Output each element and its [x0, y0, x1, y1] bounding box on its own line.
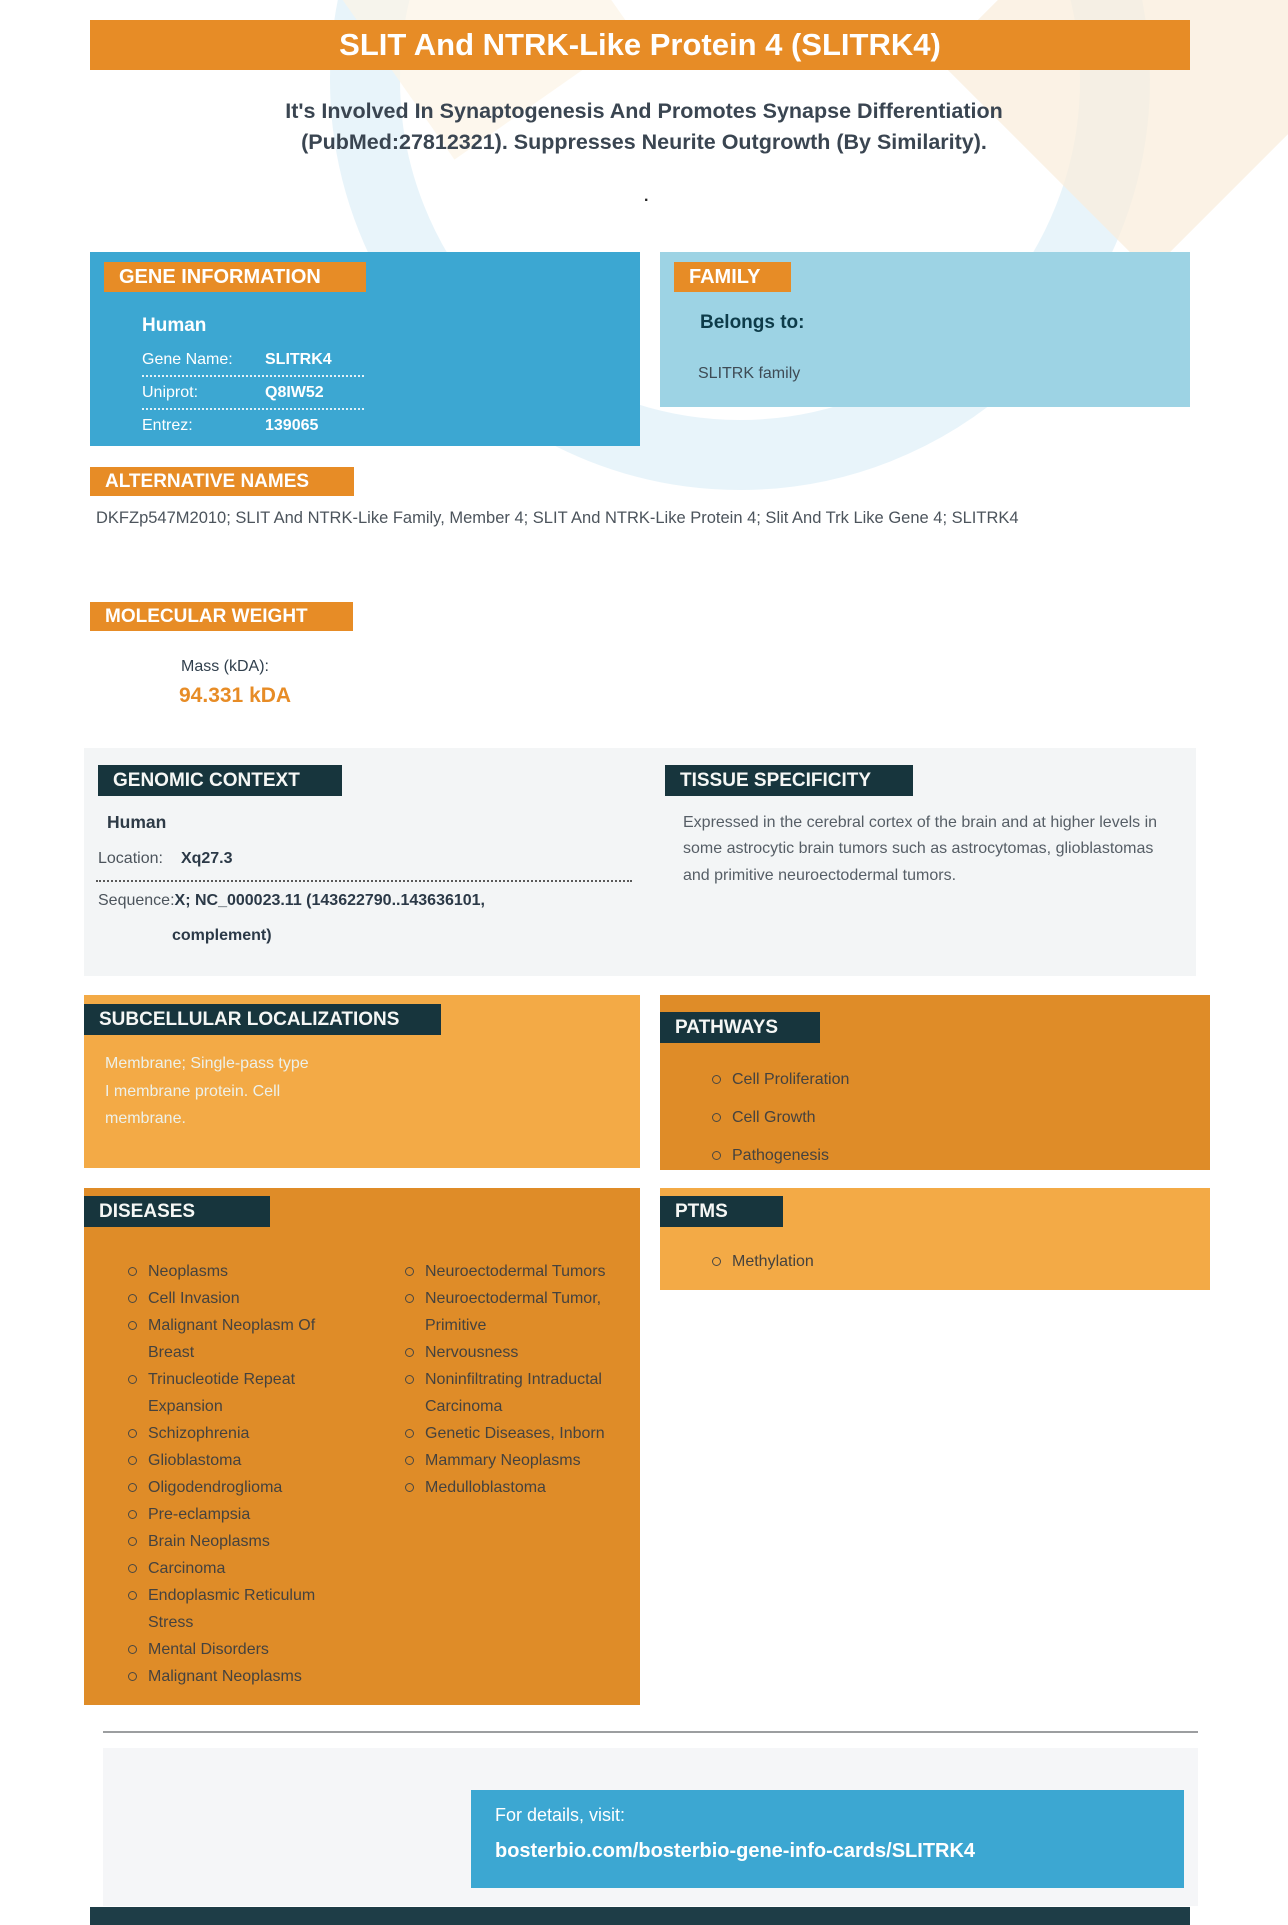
bullet-icon: [405, 1348, 414, 1357]
list-item: Endoplasmic Reticulum Stress: [128, 1582, 350, 1636]
list-item: Malignant Neoplasms: [128, 1663, 350, 1690]
footer-link-box: [471, 1790, 1184, 1888]
molecular-weight-heading: MOLECULAR WEIGHT: [90, 602, 353, 631]
location-label: Location:: [98, 850, 163, 867]
footer-url-link[interactable]: bosterbio.com/bosterbio-gene-info-cards/SLITRK4: [495, 1840, 976, 1862]
list-item: Genetic Diseases, Inborn: [405, 1420, 617, 1447]
page-title: SLIT And NTRK-Like Protein 4 (SLITRK4): [90, 20, 1190, 70]
footer-divider: [103, 1731, 1198, 1733]
list-item: Neuroectodermal Tumor, Primitive: [405, 1285, 617, 1339]
bullet-icon: [128, 1591, 137, 1600]
bullet-icon: [405, 1456, 414, 1465]
list-item: Noninfiltrating Intraductal Carcinoma: [405, 1366, 617, 1420]
entrez-value: 139065: [265, 417, 319, 434]
stray-dot: .: [644, 188, 649, 205]
alternative-names-text: DKFZp547M2010; SLIT And NTRK-Like Family, Member 4; SLIT And NTRK-Like Protein 4; Slit And Trk Like Gene 4; SLITRK4: [96, 509, 1019, 527]
table-row: [142, 344, 364, 377]
list-item: Pre-eclampsia: [128, 1501, 350, 1528]
genomic-species-label: Human: [107, 812, 167, 832]
bullet-icon: [128, 1294, 137, 1303]
bottom-bar: [90, 1907, 1190, 1925]
list-item: Schizophrenia: [128, 1420, 350, 1447]
list-item: Malignant Neoplasm Of Breast: [128, 1312, 350, 1366]
diseases-heading: DISEASES: [84, 1196, 270, 1227]
bullet-icon: [128, 1510, 137, 1519]
uniprot-label: Uniprot:: [142, 384, 199, 401]
list-item: Medulloblastoma: [405, 1474, 617, 1501]
list-item: Mammary Neoplasms: [405, 1447, 617, 1474]
ptms-list: [712, 1248, 814, 1275]
mass-value: 94.331 kDA: [179, 684, 292, 707]
gene-info-table: [142, 344, 364, 441]
belongs-to-label: Belongs to:: [700, 312, 805, 333]
ptms-heading: PTMS: [660, 1196, 783, 1227]
bullet-icon: [405, 1483, 414, 1492]
tissue-specificity-heading: TISSUE SPECIFICITY: [665, 765, 913, 796]
list-item: Neuroectodermal Tumors: [405, 1258, 617, 1285]
uniprot-value: Q8IW52: [265, 384, 324, 401]
bullet-icon: [128, 1645, 137, 1654]
table-row: [142, 410, 364, 441]
list-item: Neoplasms: [128, 1258, 350, 1285]
family-panel: [660, 252, 1190, 407]
list-item: Mental Disorders: [128, 1636, 350, 1663]
location-value: Xq27.3: [180, 850, 233, 867]
bullet-icon: [128, 1375, 137, 1384]
bullet-icon: [712, 1257, 721, 1266]
tissue-specificity-text: Expressed in the cerebral cortex of the brain and at higher levels in some astrocytic brain tumors such as astrocytomas, glioblastomas and primitive neuroectodermal tumors.: [683, 814, 1158, 884]
pathways-heading: PATHWAYS: [660, 1012, 820, 1043]
page-subtitle: It's Involved In Synaptogenesis And Promotes Synapse Differentiation (PubMed:27812321). Suppresses Neurite Outgrowth (By Similarity).: [285, 99, 1003, 155]
bullet-icon: [128, 1321, 137, 1330]
bullet-icon: [128, 1456, 137, 1465]
gene-name-label: Gene Name:: [142, 351, 233, 368]
sequence-label: Sequence:: [98, 892, 175, 909]
bullet-icon: [128, 1267, 137, 1276]
bullet-icon: [405, 1375, 414, 1384]
list-item: Pathogenesis: [712, 1142, 849, 1169]
list-item: Methylation: [712, 1248, 814, 1275]
bullet-icon: [128, 1537, 137, 1546]
species-label: Human: [142, 315, 207, 336]
bullet-icon: [128, 1483, 137, 1492]
bullet-icon: [712, 1113, 721, 1122]
bullet-icon: [405, 1267, 414, 1276]
list-item: Glioblastoma: [128, 1447, 350, 1474]
bullet-icon: [405, 1294, 414, 1303]
dotted-divider: [96, 880, 632, 882]
bullet-icon: [128, 1564, 137, 1573]
list-item: Trinucleotide Repeat Expansion: [128, 1366, 350, 1420]
diseases-column-2: [405, 1258, 617, 1501]
location-row: [98, 850, 233, 868]
list-item: Brain Neoplasms: [128, 1528, 350, 1555]
list-item: Nervousness: [405, 1339, 617, 1366]
family-value: SLITRK family: [698, 365, 801, 382]
list-item: Cell Growth: [712, 1104, 849, 1131]
list-item: Oligodendroglioma: [128, 1474, 350, 1501]
sequence-value-line2: complement): [172, 927, 272, 944]
pathways-list: [712, 1066, 849, 1169]
bullet-icon: [128, 1429, 137, 1438]
gene-information-heading: GENE INFORMATION: [104, 262, 366, 292]
subcellular-heading: SUBCELLULAR LOCALIZATIONS: [84, 1004, 441, 1035]
alternative-names-heading: ALTERNATIVE NAMES: [90, 467, 354, 496]
list-item: Cell Proliferation: [712, 1066, 849, 1093]
list-item: Cell Invasion: [128, 1285, 350, 1312]
visit-label: For details, visit:: [495, 1805, 626, 1825]
bullet-icon: [405, 1429, 414, 1438]
mass-label: Mass (kDA):: [181, 658, 269, 675]
bullet-icon: [712, 1151, 721, 1160]
bullet-icon: [712, 1075, 721, 1084]
table-row: [142, 377, 364, 410]
diseases-column-1: [128, 1258, 350, 1690]
gene-information-panel: [90, 252, 640, 446]
family-heading: FAMILY: [674, 262, 791, 292]
subcellular-text: Membrane; Single-pass type I membrane protein. Cell membrane.: [105, 1055, 309, 1128]
entrez-label: Entrez:: [142, 417, 193, 434]
sequence-row: [98, 892, 485, 910]
genomic-context-heading: GENOMIC CONTEXT: [98, 765, 342, 796]
bullet-icon: [128, 1672, 137, 1681]
list-item: Carcinoma: [128, 1555, 350, 1582]
sequence-value: X; NC_000023.11 (143622790..143636101,: [174, 892, 485, 909]
gene-name-value: SLITRK4: [265, 351, 332, 368]
